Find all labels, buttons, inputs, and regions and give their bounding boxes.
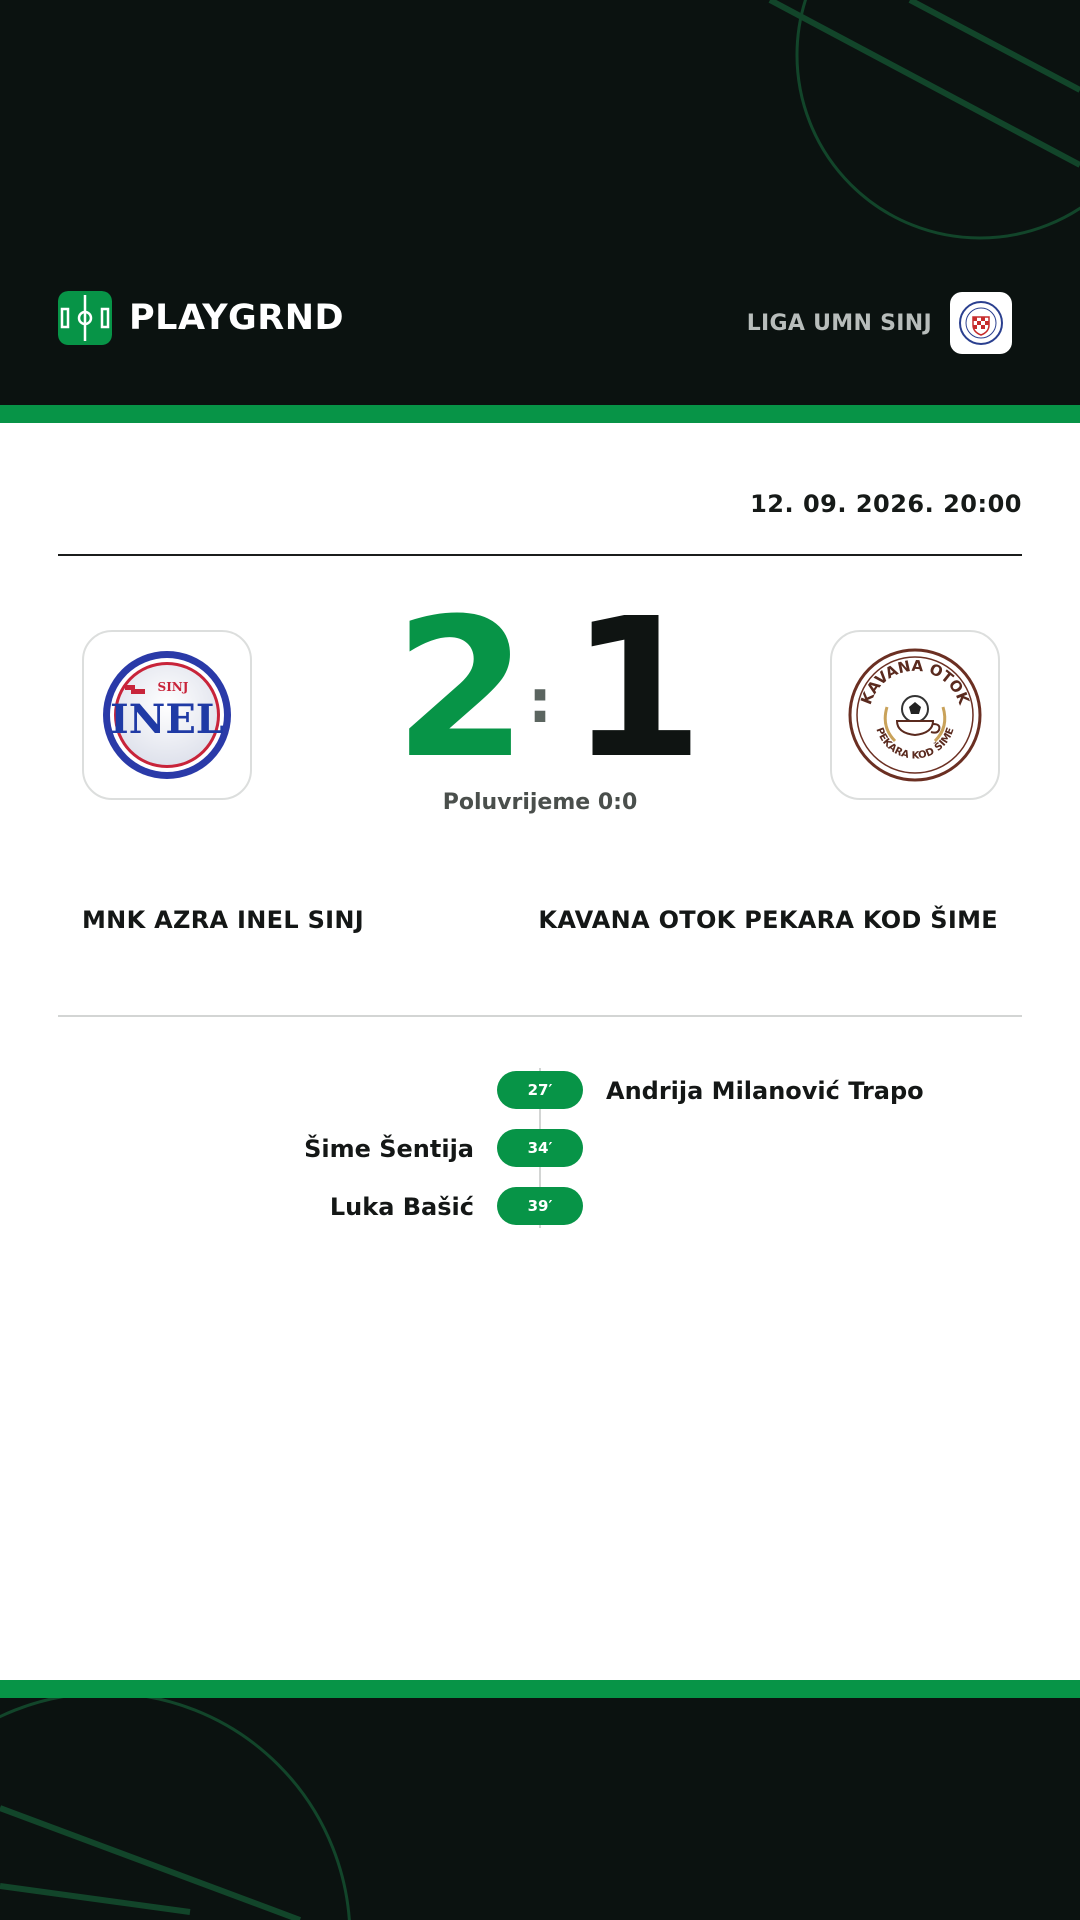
goal-scorer-home[interactable]: Luka Bašić: [329, 1193, 474, 1221]
goal-event: [0, 1071, 1080, 1111]
league-badge: [950, 292, 1012, 354]
league-name: LIGA UMN SINJ: [746, 310, 932, 336]
home-team-name[interactable]: MNK AZRA INEL SINJ: [82, 906, 364, 934]
goal-scorer-home[interactable]: Šime Šentija: [304, 1135, 474, 1163]
league-crest-icon: [957, 299, 1005, 347]
header-band: [0, 0, 1080, 405]
score-separator: :: [528, 667, 552, 737]
away-score: 1: [570, 578, 704, 801]
pitch-lines-decoration: [0, 1698, 1080, 1920]
goal-minute-badge: 34′: [497, 1129, 583, 1167]
away-team-logo[interactable]: [830, 630, 1000, 800]
svg-text:INEL: INEL: [110, 696, 224, 743]
kavana-otok-logo-icon: [847, 647, 983, 783]
home-score: 2: [394, 578, 528, 801]
goal-event: [0, 1129, 1080, 1169]
brand-name: PLAYGRND: [129, 298, 345, 338]
pitch-icon: [58, 291, 112, 345]
brand[interactable]: [58, 291, 344, 345]
goal-event: [0, 1187, 1080, 1227]
svg-text:PEKARA KOD ŠIME: PEKARA KOD ŠIME: [873, 726, 957, 762]
halftime-score: Poluvrijeme 0:0: [442, 790, 638, 815]
svg-text:SINJ: SINJ: [157, 680, 189, 694]
divider: [58, 554, 1022, 556]
header-accent-bar: [0, 405, 1080, 423]
footer-band: [0, 1698, 1080, 1920]
goal-minute-badge: 27′: [497, 1071, 583, 1109]
svg-text:KAVANA OTOK: KAVANA OTOK: [857, 656, 973, 707]
goal-scorer-away[interactable]: Andrija Milanović Trapo: [606, 1077, 924, 1105]
goal-minute-badge: 39′: [497, 1187, 583, 1225]
home-team-logo[interactable]: [82, 630, 252, 800]
divider: [58, 1015, 1022, 1017]
inel-logo-icon: [99, 647, 235, 783]
match-datetime: 12. 09. 2026. 20:00: [750, 490, 1022, 518]
footer-accent-bar: [0, 1680, 1080, 1698]
scoreboard: [390, 578, 704, 801]
away-team-name[interactable]: KAVANA OTOK PEKARA KOD ŠIME: [538, 906, 998, 934]
league[interactable]: [747, 292, 1012, 354]
